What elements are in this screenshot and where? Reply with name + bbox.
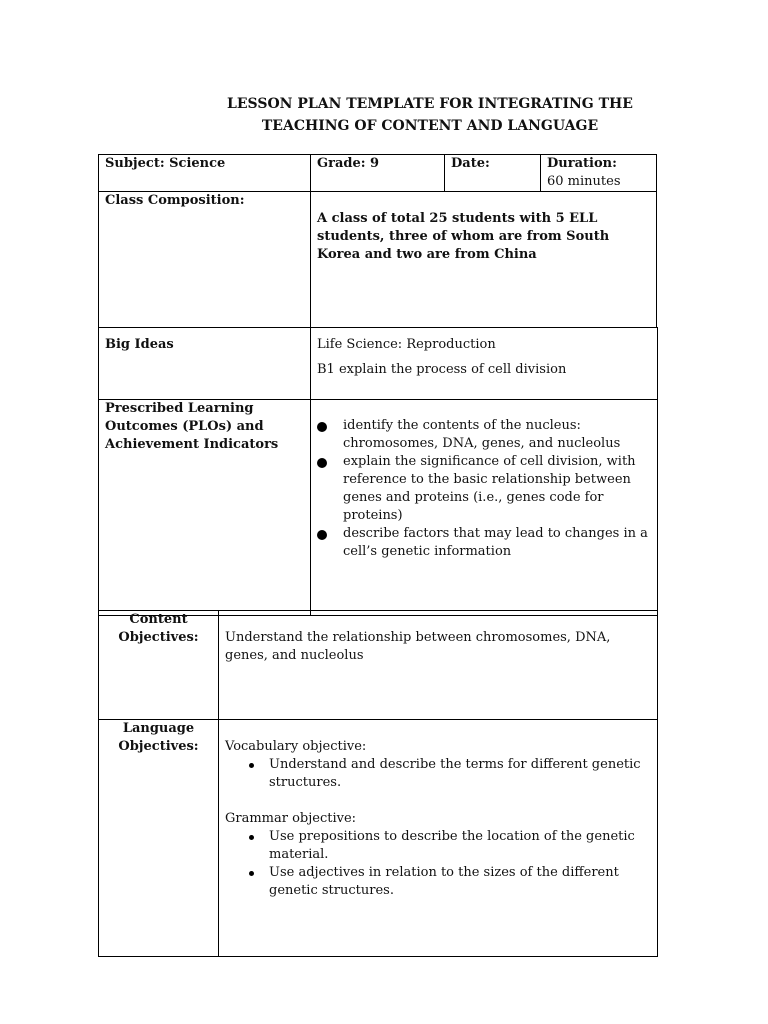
duration-cell [541, 155, 657, 192]
language-objectives-label: Language Objectives: [99, 720, 219, 957]
big-ideas-line-1: Life Science: Reproduction [317, 337, 496, 352]
vocab-item: Understand and describe the terms for different genetic structures. [225, 756, 651, 792]
class-composition-value: A class of total 25 students with 5 ELL students, three of whom are from South Korea and two are from China [311, 192, 657, 328]
bullet-dot-icon [317, 530, 327, 540]
plo-list [317, 417, 651, 561]
big-ideas-line-2: B1 explain the process of cell division [317, 362, 567, 377]
plo-item: explain the significance of cell division, with reference to the basic relationship between genes and proteins (i.e., genes code for proteins) [317, 453, 651, 525]
plo-item: identify the contents of the nucleus: chromosomes, DNA, genes, and nucleolus [317, 417, 651, 453]
ideas-table [98, 327, 658, 616]
content-objectives-label: Content Objectives: [99, 611, 219, 720]
big-ideas-content [311, 328, 658, 400]
plo-content [311, 400, 658, 616]
big-ideas-label: Big Ideas [99, 328, 311, 400]
date-cell: Date: [445, 155, 541, 192]
subject-cell: Subject: Science [99, 155, 311, 192]
content-objectives-value: Understand the relationship between chromosomes, DNA, genes, and nucleolus [219, 611, 658, 720]
vocab-list [225, 756, 651, 792]
bullet-dot-icon [317, 458, 327, 468]
language-objectives-content [219, 720, 658, 957]
grammar-list [225, 828, 651, 900]
bullet-dot-icon [249, 835, 254, 840]
title-line-1: LESSON PLAN TEMPLATE FOR INTEGRATING THE [227, 96, 633, 112]
bullet-dot-icon [249, 871, 254, 876]
duration-label: Duration: [547, 156, 617, 171]
plo-item: describe factors that may lead to changes in a cell’s genetic information [317, 525, 651, 561]
objectives-table [98, 610, 658, 957]
bullet-dot-icon [317, 422, 327, 432]
document-title [150, 93, 710, 137]
grammar-item: Use adjectives in relation to the sizes of the different genetic structures. [225, 864, 651, 900]
header-table [98, 154, 657, 328]
duration-value: 60 minutes [547, 174, 621, 189]
class-composition-label: Class Composition: [99, 192, 311, 328]
vocab-heading: Vocabulary objective: [225, 739, 367, 754]
title-line-2: TEACHING OF CONTENT AND LANGUAGE [261, 118, 599, 134]
bullet-dot-icon [249, 763, 254, 768]
grammar-heading: Grammar objective: [225, 811, 357, 826]
plo-label: Prescribed Learning Outcomes (PLOs) and Achievement Indicators [99, 400, 311, 616]
grammar-item: Use prepositions to describe the location of the genetic material. [225, 828, 651, 864]
grade-cell: Grade: 9 [311, 155, 445, 192]
